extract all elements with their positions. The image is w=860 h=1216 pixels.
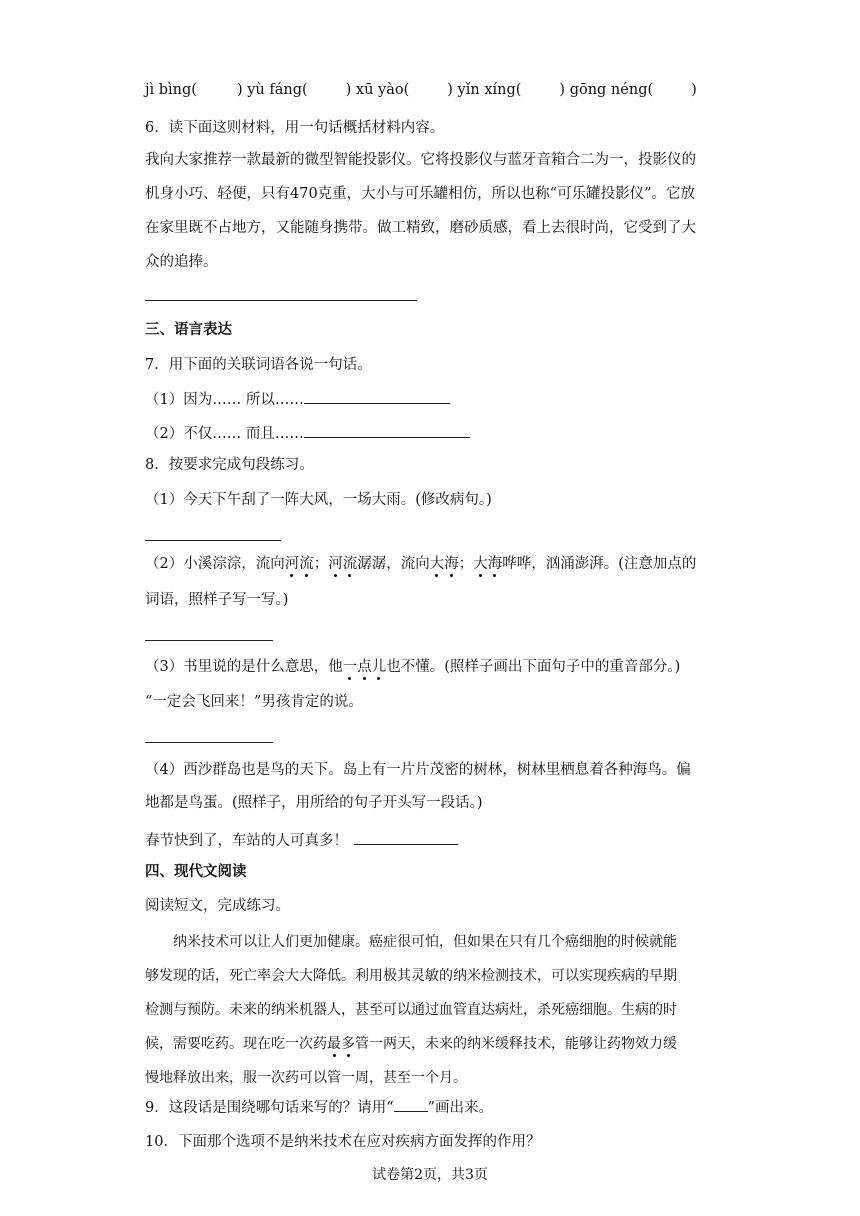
q7-item	[145, 388, 450, 410]
dotted-char: 儿	[371, 659, 387, 675]
text: ”画出来。	[427, 1100, 494, 1116]
dotted-char: 多	[341, 1036, 355, 1052]
text: 哗哗，汹涌澎湃。(注意加点的	[502, 556, 697, 572]
pinyin-item: ) xū yào(	[345, 82, 410, 98]
dotted-text	[343, 659, 387, 675]
dotted-char: 海	[444, 556, 459, 572]
dotted-word	[430, 556, 459, 572]
dotted-char: 流	[299, 556, 314, 572]
pinyin-item: ) yù fáng(	[236, 82, 308, 98]
q8-item3-quote: “一定会飞回来！”男孩肯定的说。	[145, 694, 363, 710]
dotted-word	[328, 556, 357, 572]
q7-answer-blank[interactable]	[304, 388, 450, 404]
pinyin-item: ) yǐn xíng(	[447, 82, 522, 98]
q9-prompt	[145, 1098, 493, 1118]
dotted-char: 大	[429, 556, 445, 572]
dotted-char: 河	[284, 556, 300, 572]
q8-item4-answer-blank[interactable]	[354, 829, 458, 845]
q8-item4-start	[145, 829, 458, 851]
q10-prompt: 10．下面那个选项不是纳米技术在应对疾病方面发挥的作用？	[145, 1134, 541, 1150]
dotted-text	[327, 1036, 355, 1052]
dotted-char: 大	[473, 556, 488, 572]
dotted-text	[430, 556, 459, 572]
dotted-word	[343, 659, 387, 675]
q8-item2	[145, 554, 696, 574]
text: 候，需要吃药。现在吃一次药	[145, 1036, 327, 1052]
pinyin-item: jì bìng(	[145, 82, 197, 98]
dotted-text	[328, 556, 357, 572]
q6-line: 机身小巧、轻便，只有470克重，大小与可乐罐相仿，所以也称“可乐罐投影仪”。它放	[145, 186, 695, 202]
text: （2）小溪淙淙，流向	[145, 556, 285, 572]
q6-answer-line[interactable]	[145, 300, 417, 301]
q8-item4: （4）西沙群岛也是鸟的天下。岛上有一片片茂密的树林，树林里栖息着各种海鸟。偏	[145, 762, 691, 778]
q7-answer-blank[interactable]	[304, 422, 470, 438]
q8-prompt: 8．按要求完成句段练习。	[145, 457, 314, 473]
dotted-char: 海	[487, 556, 503, 572]
dotted-word	[473, 556, 502, 572]
dotted-char: 最	[327, 1036, 341, 1052]
text: 春节快到了，车站的人可真多！	[145, 833, 348, 849]
text: ；	[313, 556, 329, 572]
text: ；	[458, 556, 474, 572]
section-title: 三、语言表达	[145, 321, 232, 338]
q8-item3-answer-line[interactable]	[145, 742, 273, 743]
dotted-text	[285, 556, 314, 572]
text: 潺潺，流向	[357, 556, 430, 572]
q6-line: 在家里既不占地方，又能随身携带。做工精致，磨砂质感，看上去很时尚，它受到了大	[145, 220, 696, 236]
q8-item1: （1）今天下午刮了一阵大风，一场大雨。(修改病句。)	[145, 492, 492, 508]
q8-item3	[145, 657, 680, 677]
text: （3）书里说的是什么意思，他	[145, 659, 343, 675]
q6-material	[145, 143, 720, 279]
pinyin-close: )	[691, 82, 697, 98]
pinyin-item: ) gōng néng(	[559, 82, 654, 98]
passage-line: 检测与预防。未来的纳米机器人，甚至可以通过血管直达病灶，杀死癌细胞。生病的时	[145, 1002, 677, 1018]
q6-line: 我向大家推荐一款最新的微型智能投影仪。它将投影仪与蓝牙音箱合二为一，投影仪的	[145, 152, 696, 168]
dotted-char: 流	[342, 556, 358, 572]
q6-line: 众的追捧。	[145, 254, 218, 270]
reading-passage	[145, 925, 720, 1095]
q8-item1-answer-line[interactable]	[145, 540, 281, 541]
text: 9．这段话是围绕哪句话来写的？请用“	[145, 1100, 394, 1116]
dotted-char: 点	[357, 659, 372, 675]
dotted-char: 一	[342, 659, 358, 675]
text: 也不懂。(照样子画出下面句子中的重音部分。)	[386, 659, 681, 675]
pinyin-row	[145, 80, 697, 100]
passage-line: 慢地释放出来，服一次药可以管一周，甚至一个月。	[145, 1070, 467, 1086]
dotted-char: 河	[328, 556, 343, 572]
reading-intro: 阅读短文，完成练习。	[145, 898, 290, 914]
q6-prompt: 6．读下面这则材料，用一句话概括材料内容。	[145, 120, 445, 136]
dotted-text	[473, 556, 502, 572]
section-title: 四、现代文阅读	[145, 863, 247, 880]
passage-line	[145, 1027, 720, 1061]
q8-item2-cont: 词语，照样子写一写。)	[145, 592, 289, 608]
dotted-word	[327, 1036, 355, 1052]
text: 管一两天，未来的纳米缓释技术，能够让药物效力缓	[355, 1036, 677, 1052]
q8-item2-answer-line[interactable]	[145, 640, 273, 641]
passage-line: 够发现的话，死亡率会大大降低。利用极其灵敏的纳米检测技术，可以实现疾病的早期	[145, 968, 677, 984]
q8-item4-cont: 地都是鸟蛋。(照样子，用所给的句子开头写一段话。)	[145, 795, 483, 811]
underline-sample	[394, 1099, 428, 1112]
q7-item-label: （2）不仅…… 而且……	[145, 426, 304, 442]
q7-item-label: （1）因为…… 所以……	[145, 392, 304, 408]
passage-line: 纳米技术可以让人们更加健康。癌症很可怕，但如果在只有几个癌细胞的时候就能	[173, 934, 677, 950]
page-footer: 试卷第2页，共3页	[372, 1167, 488, 1183]
dotted-word	[285, 556, 314, 572]
q7-item	[145, 422, 470, 444]
q7-prompt: 7．用下面的关联词语各说一句话。	[145, 357, 372, 373]
